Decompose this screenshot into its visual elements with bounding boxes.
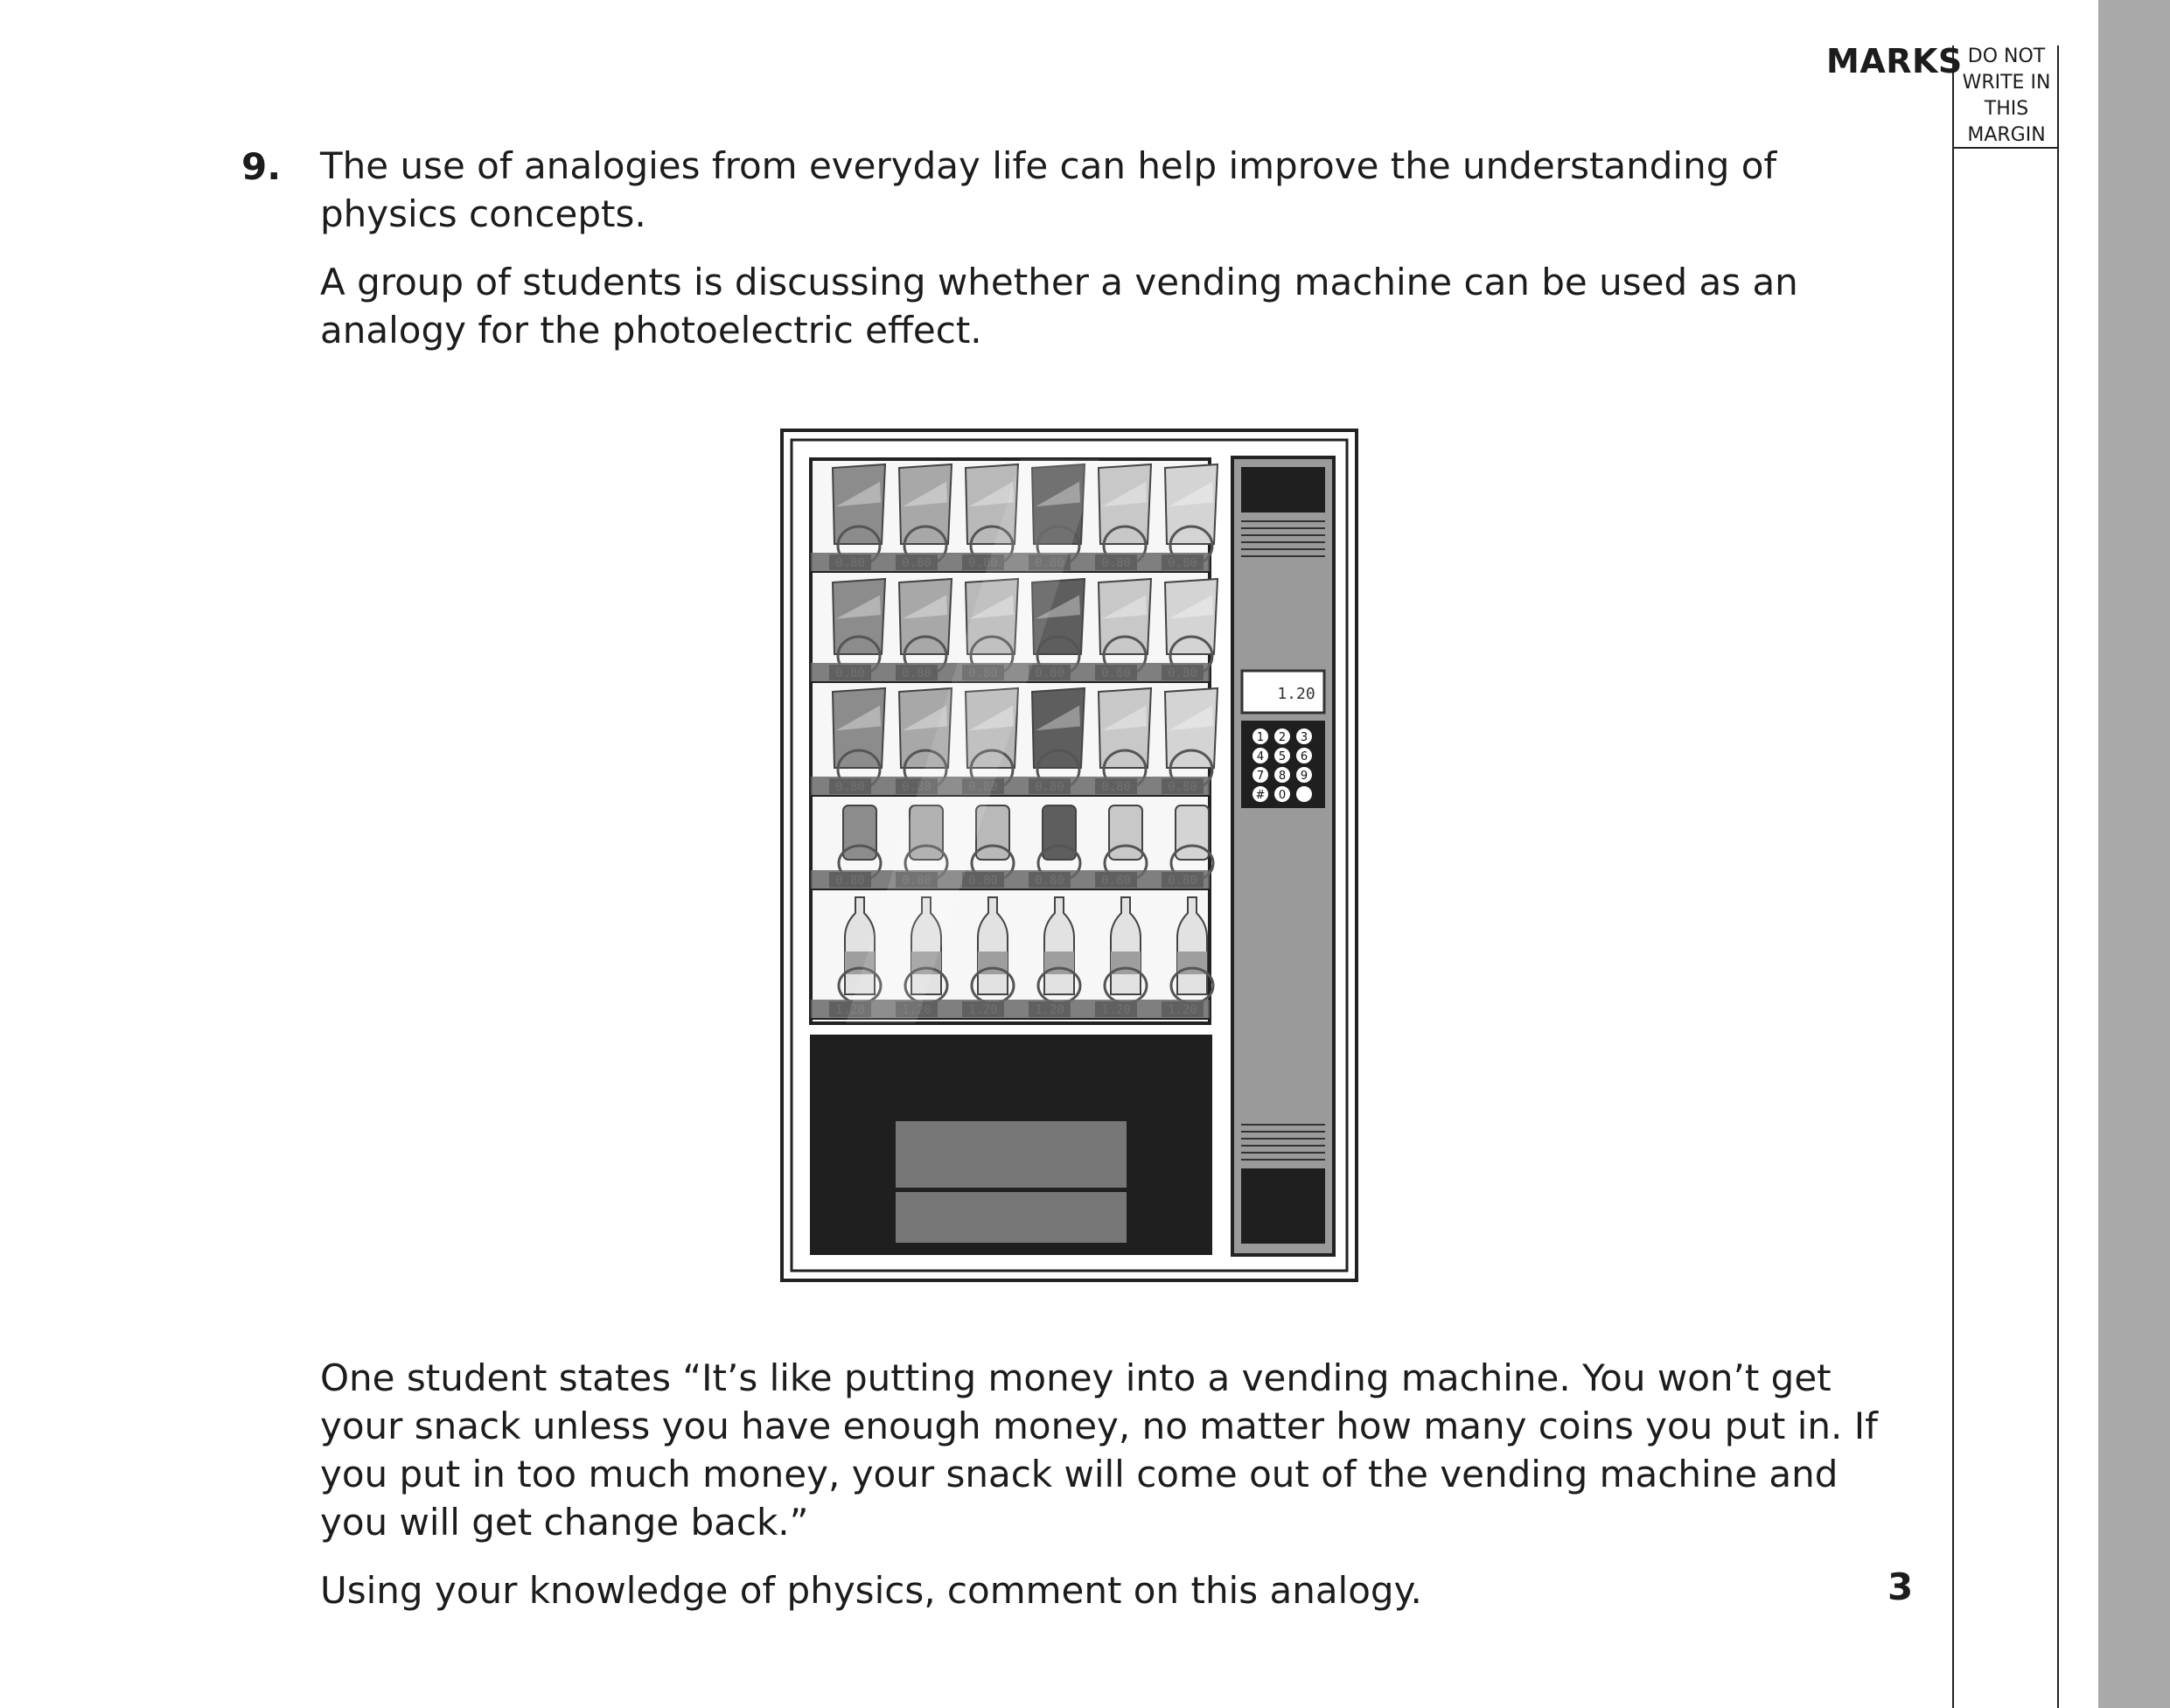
- text-line: you will get change back.”: [320, 1501, 809, 1544]
- shelf-rail: [811, 777, 1210, 796]
- drink-can: [1109, 805, 1142, 860]
- shelf-rail: [811, 870, 1210, 889]
- keypad-key-label: 8: [1278, 770, 1287, 783]
- vending-machine-illustration: [780, 429, 1358, 1282]
- text-line: Using your knowledge of physics, comment on this analogy.: [320, 1569, 1422, 1612]
- marks-heading: MARKS: [1826, 42, 1963, 80]
- keypad-key-label: #: [1255, 789, 1266, 802]
- text-line: your snack unless you have enough money, no matter how many coins you put in. If: [320, 1405, 1878, 1447]
- collection-tray-top: [896, 1121, 1127, 1188]
- keypad-key-label: 9: [1300, 770, 1308, 783]
- do-not-write-line: WRITE IN: [1962, 72, 2051, 94]
- keypad-key-label: 0: [1278, 789, 1287, 802]
- margin-line-right: [2057, 45, 2059, 1708]
- keypad-key-label: 5: [1278, 750, 1287, 763]
- context-paragraph: [320, 258, 1798, 354]
- keypad-key: [1296, 786, 1312, 802]
- do-not-write-line: MARGIN: [1967, 124, 2046, 146]
- keypad-key-label: 7: [1256, 770, 1265, 783]
- student-statement-paragraph: [320, 1354, 1878, 1546]
- do-not-write-label: [1956, 44, 2057, 149]
- keypad-key-label: 3: [1300, 731, 1308, 744]
- coin-slot-panel: [1241, 467, 1325, 512]
- vending-machine-figure: [780, 429, 1358, 1282]
- keypad-key-label: 1: [1256, 731, 1265, 744]
- text-line: you put in too much money, your snack will come out of the vending machine and: [320, 1453, 1839, 1495]
- task-instruction: [320, 1566, 1422, 1614]
- change-return-panel: [1241, 1168, 1325, 1244]
- margin-line-left: [1952, 45, 1954, 1708]
- price-display-text: 1.20: [1277, 685, 1315, 703]
- text-line: One student states “It’s like putting money into a vending machine. You won’t get: [320, 1356, 1832, 1399]
- control-panel: [1232, 457, 1334, 1255]
- do-not-write-line: DO NOT: [1967, 45, 2046, 67]
- keypad-key-label: 2: [1278, 731, 1287, 744]
- intro-paragraph: [320, 142, 1776, 238]
- marks-value: 3: [1887, 1565, 1914, 1608]
- text-line: The use of analogies from everyday life can help improve the understanding of: [320, 144, 1777, 187]
- page-edge-strip: [2098, 0, 2170, 1708]
- keypad-key-label: 6: [1300, 750, 1308, 763]
- do-not-write-line: THIS: [1984, 98, 2029, 120]
- drink-can: [843, 805, 876, 860]
- question-number: 9.: [241, 145, 282, 188]
- drink-can: [1043, 805, 1076, 860]
- collection-tray-bottom: [896, 1192, 1127, 1243]
- text-line: A group of students is discussing whether a vending machine can be used as an: [320, 261, 1798, 303]
- text-line: physics concepts.: [320, 192, 646, 235]
- keypad-key-label: 4: [1256, 750, 1265, 763]
- drink-can: [1176, 805, 1209, 860]
- text-line: analogy for the photoelectric effect.: [320, 309, 982, 352]
